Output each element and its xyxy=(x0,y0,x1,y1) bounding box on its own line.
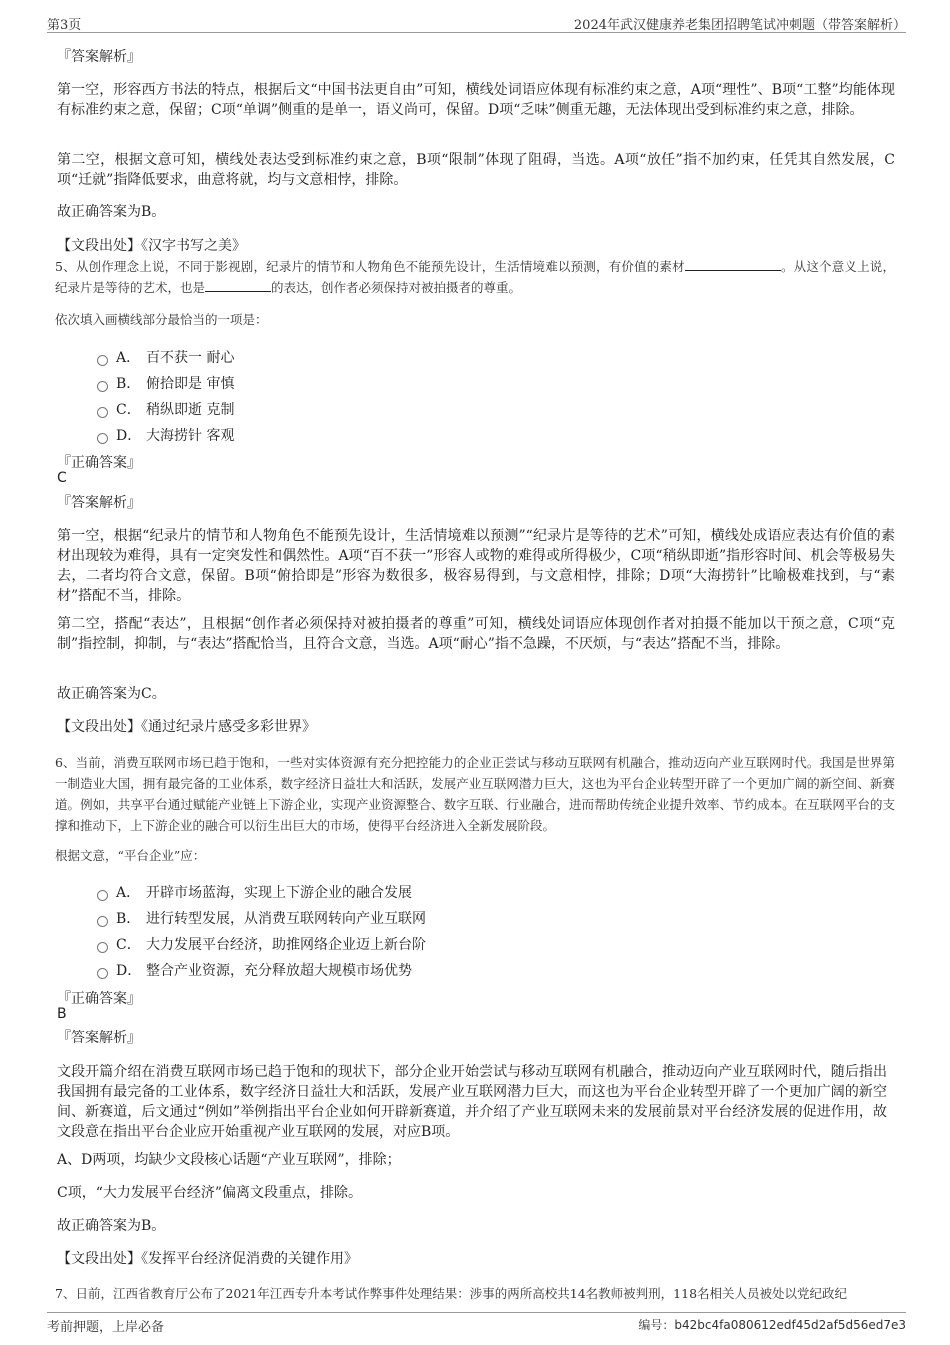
q4-analysis-p2: 第二空，根据文意可知，横线处表达受到标准约束之意，B项“限制”体现了阻碍，当选。A项“放任”指不加约束，任凭其自然发展，C项“迁就”指降低要求，曲意将就，均与文意相悖，排除。 xyxy=(57,152,895,188)
q6-analysis-p1: 文段开篇介绍在消费互联网市场已趋于饱和的现状下，部分企业开始尝试与移动互联网有机融合，推动迈向产业互联网时代，随后指出我国拥有最完备的工业体系，数字经济日益壮大和活跃，发展产业互联网潜力巨大，而这也为平台企业转型开辟了一个更加广阔的新空间、新赛道，后文通过“例如”举例指出平台企业如何开辟新赛道，并介绍了产业互联网未来的发展前景对平台经济发展的促进作用，故文段意在指出平台企业应开始重视产业互联网的发展，对应B项。 xyxy=(57,1064,887,1140)
q5-analysis-p2: 第二空，搭配“表达”，且根据“创作者必须保持对被拍摄者的尊重”可知，横线处词语应体现创作者对拍摄不能加以干预之意，C项“克制”指控制，抑制，与“表达”搭配恰当，且符合文意，当选。A项“耐心”指不急躁，不厌烦，与“表达”搭配不当，排除。 xyxy=(57,616,895,652)
footer-slogan: 考前押题，上岸必备 xyxy=(47,1320,165,1335)
q5-option-a[interactable]: A． 百不获一 耐心 xyxy=(97,347,234,367)
q5-option-d[interactable]: D． 大海捞针 客观 xyxy=(97,425,234,445)
radio-icon[interactable] xyxy=(97,355,108,366)
q6-option-a[interactable]: A． 开辟市场蓝海，实现上下游企业的融合发展 xyxy=(97,882,412,902)
q6-option-c[interactable]: C． 大力发展平台经济，助推网络企业迈上新台阶 xyxy=(97,934,426,954)
page-footer xyxy=(47,1312,906,1333)
q5-prompt: 依次填入画横线部分最恰当的一项是： xyxy=(55,312,268,327)
q6-stem: 6、当前，消费互联网市场已趋于饱和，一些对实体资源有充分把控能力的企业正尝试与移动互联网有机融合，推动迈向产业互联网时代。我国是世界第一制造业大国，拥有最完备的工业体系，数字经济日益壮大和活跃，发展产业互联网潜力巨大，这也为平台企业转型开辟了一个更加广阔的新空间、新赛道。例如，共享平台通过赋能产业链上下游企业，实现产业资源整合、数字互联、行业融合，进而帮助传统企业提升效率、节约成本。在互联网平台的支撑和推动下，上下游企业的融合可以衍生出巨大的市场，使得平台经济进入全新发展阶段。 xyxy=(55,755,895,833)
q5-stem xyxy=(55,256,895,298)
document-code: 编号：b42bc4fa080612edf45d2af5d56ed7e3 xyxy=(638,1318,906,1332)
q6-analysis-p3: C项，“大力发展平台经济”偏离文段重点，排除。 xyxy=(57,1185,363,1201)
q5-analysis-label: 『答案解析』 xyxy=(57,495,141,511)
q6-source: 【文段出处】《发挥平台经济促消费的关键作用》 xyxy=(57,1251,358,1267)
radio-icon[interactable] xyxy=(97,968,108,979)
q5-stem-part-a: 5、从创作理念上说，不同于影视剧，纪录片的情节和人物角色不能预先设计，生活情境难以预测，有价值的素材 xyxy=(55,259,685,274)
page-number: 第3页 xyxy=(47,18,82,33)
q6-analysis-label: 『答案解析』 xyxy=(57,1030,141,1046)
q5-option-b[interactable]: B． 俯拾即是 审慎 xyxy=(97,373,234,393)
q7-stem: 7、日前，江西省教育厅公布了2021年江西专升本考试作弊事件处理结果：涉事的两所高校共14名教师被判刑，118名相关人员被处以党纪政纪 xyxy=(55,1286,848,1301)
q5-conclusion: 故正确答案为C。 xyxy=(57,686,166,702)
q5-blank-2 xyxy=(205,279,271,292)
q6-analysis-p2: A、D两项，均缺少文段核心话题“产业互联网”，排除； xyxy=(57,1152,401,1168)
q5-source: 【文段出处】《通过纪录片感受多彩世界》 xyxy=(57,719,316,735)
q5-stem-part-b: 。从这个意义上说，纪录片是等待的艺术，也是 xyxy=(55,259,895,295)
radio-icon[interactable] xyxy=(97,433,108,444)
q6-option-d[interactable]: D． 整合产业资源，充分释放超大规模市场优势 xyxy=(97,960,412,980)
q6-prompt: 根据文意，“平台企业”应： xyxy=(55,848,206,863)
q5-option-c[interactable]: C． 稍纵即逝 克制 xyxy=(97,399,234,419)
radio-icon[interactable] xyxy=(97,381,108,392)
page-header xyxy=(47,12,906,33)
q5-answer: C xyxy=(57,470,67,486)
q5-stem-part-c: 的表达，创作者必须保持对被拍摄者的尊重。 xyxy=(271,280,522,295)
radio-icon[interactable] xyxy=(97,407,108,418)
document-title: 2024年武汉健康养老集团招聘笔试冲刺题（带答案解析） xyxy=(573,18,906,33)
q5-blank-1 xyxy=(685,258,781,271)
q6-option-b[interactable]: B． 进行转型发展，从消费互联网转向产业互联网 xyxy=(97,908,426,928)
q4-analysis-p1: 第一空，形容西方书法的特点，根据后文“中国书法更自由”可知，横线处词语应体现有标准约束之意，A项“理性”、B项“工整”均能体现有标准约束之意，保留；C项“单调”侧重的是单一，语义尚可，保留。D项“乏味”侧重无趣，无法体现出受到标准约束之意，排除。 xyxy=(57,82,895,118)
q6-conclusion: 故正确答案为B。 xyxy=(57,1218,166,1234)
q4-source: 【文段出处】《汉字书写之美》 xyxy=(57,238,246,254)
q5-correct-label: 『正确答案』 xyxy=(57,455,141,471)
q6-answer: B xyxy=(57,1006,67,1022)
radio-icon[interactable] xyxy=(97,942,108,953)
radio-icon[interactable] xyxy=(97,890,108,901)
q5-analysis-p1: 第一空，根据“纪录片的情节和人物角色不能预先设计，生活情境难以预测”“纪录片是等待的艺术”可知，横线处成语应表达有价值的素材出现较为难得，具有一定突发性和偶然性。A项“百不获一”形容人或物的难得或所得极少，C项“稍纵即逝”指形容时间、机会等极易失去，二者均符合文意，保留。B项“俯拾即是”形容为数很多，极容易得到，与文意相悖，排除；D项“大海捞针”比喻极难找到，与“素材”搭配不当，排除。 xyxy=(57,528,895,604)
q4-analysis-label: 『答案解析』 xyxy=(57,49,141,65)
radio-icon[interactable] xyxy=(97,916,108,927)
q4-conclusion: 故正确答案为B。 xyxy=(57,204,166,220)
q6-correct-label: 『正确答案』 xyxy=(57,991,141,1007)
